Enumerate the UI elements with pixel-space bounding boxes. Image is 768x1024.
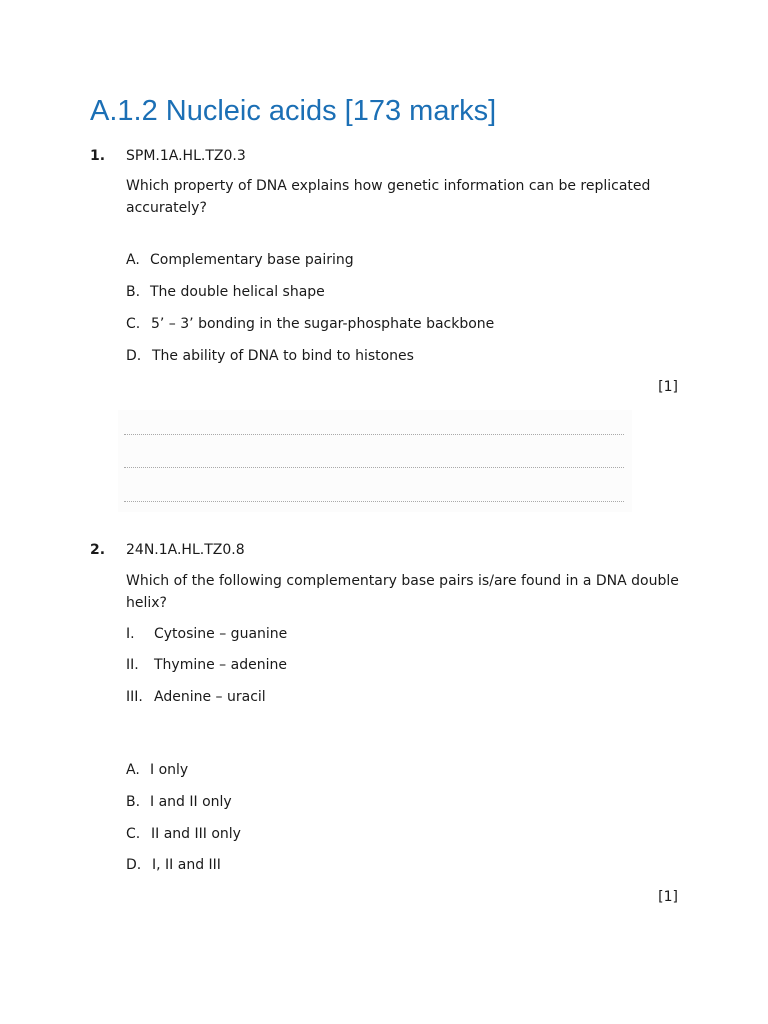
option-letter: D. [126,857,142,873]
question-code: SPM.1A.HL.TZ0.3 [126,148,246,164]
option-d[interactable] [126,856,221,874]
option-d[interactable] [126,347,414,365]
option-c[interactable] [126,315,494,333]
option-a[interactable] [126,251,354,269]
option-a[interactable] [126,761,188,779]
statement-1 [126,625,287,643]
answer-line [124,434,624,435]
option-text: Complementary base pairing [150,252,354,268]
option-text: II and III only [151,826,241,842]
option-text: I only [150,762,189,778]
option-b[interactable] [126,283,325,301]
option-text: 5’ – 3’ bonding in the sugar-phosphate backbone [151,316,495,332]
option-text: I and II only [150,794,232,810]
question-text: Which of the following complementary base pairs is/are found in a DNA double helix? [126,573,679,611]
question-number: 2. [90,542,106,558]
option-letter: B. [126,284,141,300]
question-code: 24N.1A.HL.TZ0.8 [126,542,245,558]
statement-text: Thymine – adenine [154,657,287,673]
statement-3 [126,688,266,706]
statement-numeral: II. [126,657,139,673]
option-text: I, II and III [152,857,221,873]
option-b[interactable] [126,793,232,811]
statement-text: Cytosine – guanine [154,626,288,642]
option-letter: A. [126,762,140,778]
answer-line [124,467,624,468]
option-text: The double helical shape [150,284,325,300]
statement-numeral: III. [126,689,143,705]
marks-label: [1] [658,379,678,395]
option-letter: A. [126,252,140,268]
marks-label: [1] [658,889,678,905]
option-text: The ability of DNA to bind to histones [152,348,414,364]
option-letter: D. [126,348,142,364]
answer-area[interactable] [118,410,632,512]
question-text: Which property of DNA explains how genetic information can be replicated accurately? [126,178,651,216]
option-letter: B. [126,794,141,810]
statement-2 [126,656,287,674]
page-title: A.1.2 Nucleic acids [173 marks] [90,95,497,127]
option-letter: C. [126,826,141,842]
option-c[interactable] [126,825,241,843]
option-letter: C. [126,316,141,332]
answer-line [124,501,624,502]
statement-text: Adenine – uracil [154,689,266,705]
statement-numeral: I. [126,626,135,642]
question-number: 1. [90,148,106,164]
